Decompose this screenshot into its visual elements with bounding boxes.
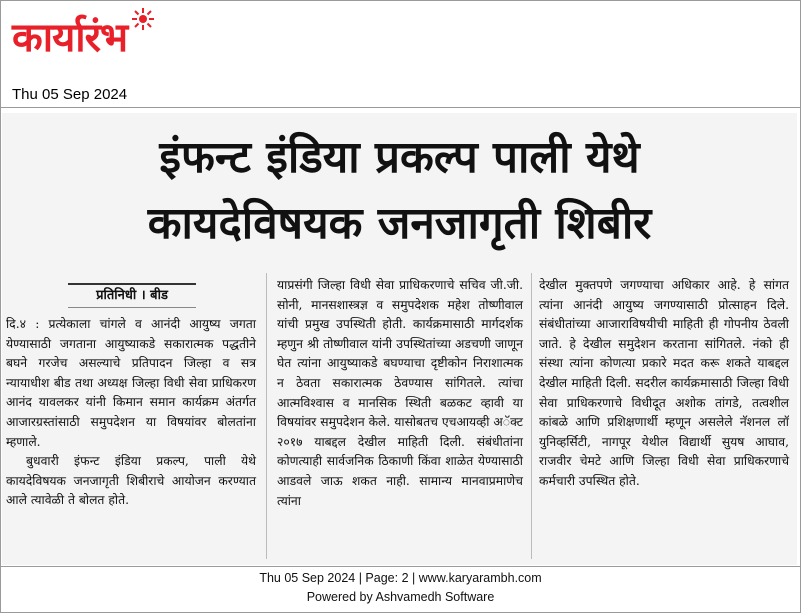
logo-text: कार्यारंभ — [12, 15, 128, 61]
article-column-1 — [6, 315, 256, 511]
news-clipping — [2, 113, 797, 565]
paragraph: बुधवारी इंफन्ट इंडिया प्रकल्प, पाली येथे कायदेविषयक जनजागृती शिबीराचे आयोजन करण्यात आले त्यावेळी ते बोलत होते. — [6, 454, 256, 508]
sun-icon — [132, 8, 154, 30]
article-column-3 — [539, 276, 789, 492]
header-divider — [0, 107, 801, 108]
logo[interactable] — [6, 4, 206, 86]
headline-line-1: इंफन्ट इंडिया प्रकल्प पाली येथे — [159, 132, 640, 183]
footer-info: Thu 05 Sep 2024 | Page: 2 | www.karyarambh.com — [259, 571, 542, 585]
paragraph: याप्रसंगी जिल्हा विधी सेवा प्राधिकरणाचे सचिव जी.जी. सोनी, मानसशास्त्रज्ञ व समुपदेशक महेश तोष्णीवाल यांची प्रमुख उपस्थिती होती. कार्यक्रमासाठी मार्गदर्शक म्हणुन श्री तोष्णीवाल यांनी उपस्थितांच्या अडचणी जाणून घेत त्यांना आयुष्याकडे बघण्याचा दृष्टीकोन निराशात्मक न ठेवता सकारात्मक ठेवण्यास सांगितले. त्यांचा आत्मविश्वास व मानसिक स्थिती बळकट व्हावी या विषयांवर समुपदेशन केले. यासोबतच एचआयव्ही अॅक्ट २०१७ याबद्दल देखील माहिती दिली. संबंधीतांना कोणत्याही सार्वजनिक ठिकाणी किंवा शाळेत येण्यासाठी आडवले जाऊ शकत नाही. सामान्य मानवाप्रमाणेच त्यांना — [277, 278, 523, 508]
footer-powered-by: Powered by Ashvamedh Software — [306, 590, 495, 604]
column-divider — [266, 273, 267, 559]
edition-date: Thu 05 Sep 2024 — [12, 86, 128, 103]
paragraph: दि.४ : प्रत्येकाला चांगले व आनंदी आयुष्य जगता येण्यासाठी जगताना आयुष्याकडे सकारात्मक पद्धतीने बघने गरजेच असल्याचे प्रतिपादन जिल्हा व सत्र न्यायाधीश बीड तथा अध्यक्ष जिल्हा विधी सेवा प्राधिकरण आनंद यावलकर यांनी किमान समान कार्यक्रम अंतर्गत आजारग्रस्तांसाठी समुपदेशन या विषयांवर बोलतांना म्हणाले. — [6, 317, 256, 449]
column-divider — [531, 273, 532, 559]
paragraph: देखील मुक्तपणे जगण्याचा अधिकार आहे. हे सांगत त्यांना आनंदी आयुष्य जगण्यासाठी प्रोत्साहन दिले. संबंधीतांच्या आजाराविषयीची माहिती ही गोपनीय ठेवली जाते. हे देखील समुदेशन करताना सांगितले. नंको ही संस्था त्यांना कोणत्या प्रकारे मदत करू शकते याबद्दल देखील माहिती दिली. सदरील कार्यक्रमासाठी जिल्हा विधी सेवा प्राधिकरणाचे विधीदूत अशोक तांगडे, तत्वशील कांबळे आणि प्रशिक्षणार्थी म्हणून असलेले नॅशनल लॉ युनिव्हर्सिटी, नागपूर येथील विद्यार्थी सुयष आघाव, राजवीर चेमटे आणि जिल्हा विधी सेवा प्राधिकरणाचे कर्मचारी उपस्थित होते. — [539, 278, 789, 488]
article-column-2 — [277, 276, 523, 511]
footer-divider — [0, 566, 801, 567]
headline-line-2: कायदेविषयक जनजागृती शिबीर — [147, 198, 652, 249]
byline: प्रतिनिधी । बीड — [68, 283, 196, 308]
